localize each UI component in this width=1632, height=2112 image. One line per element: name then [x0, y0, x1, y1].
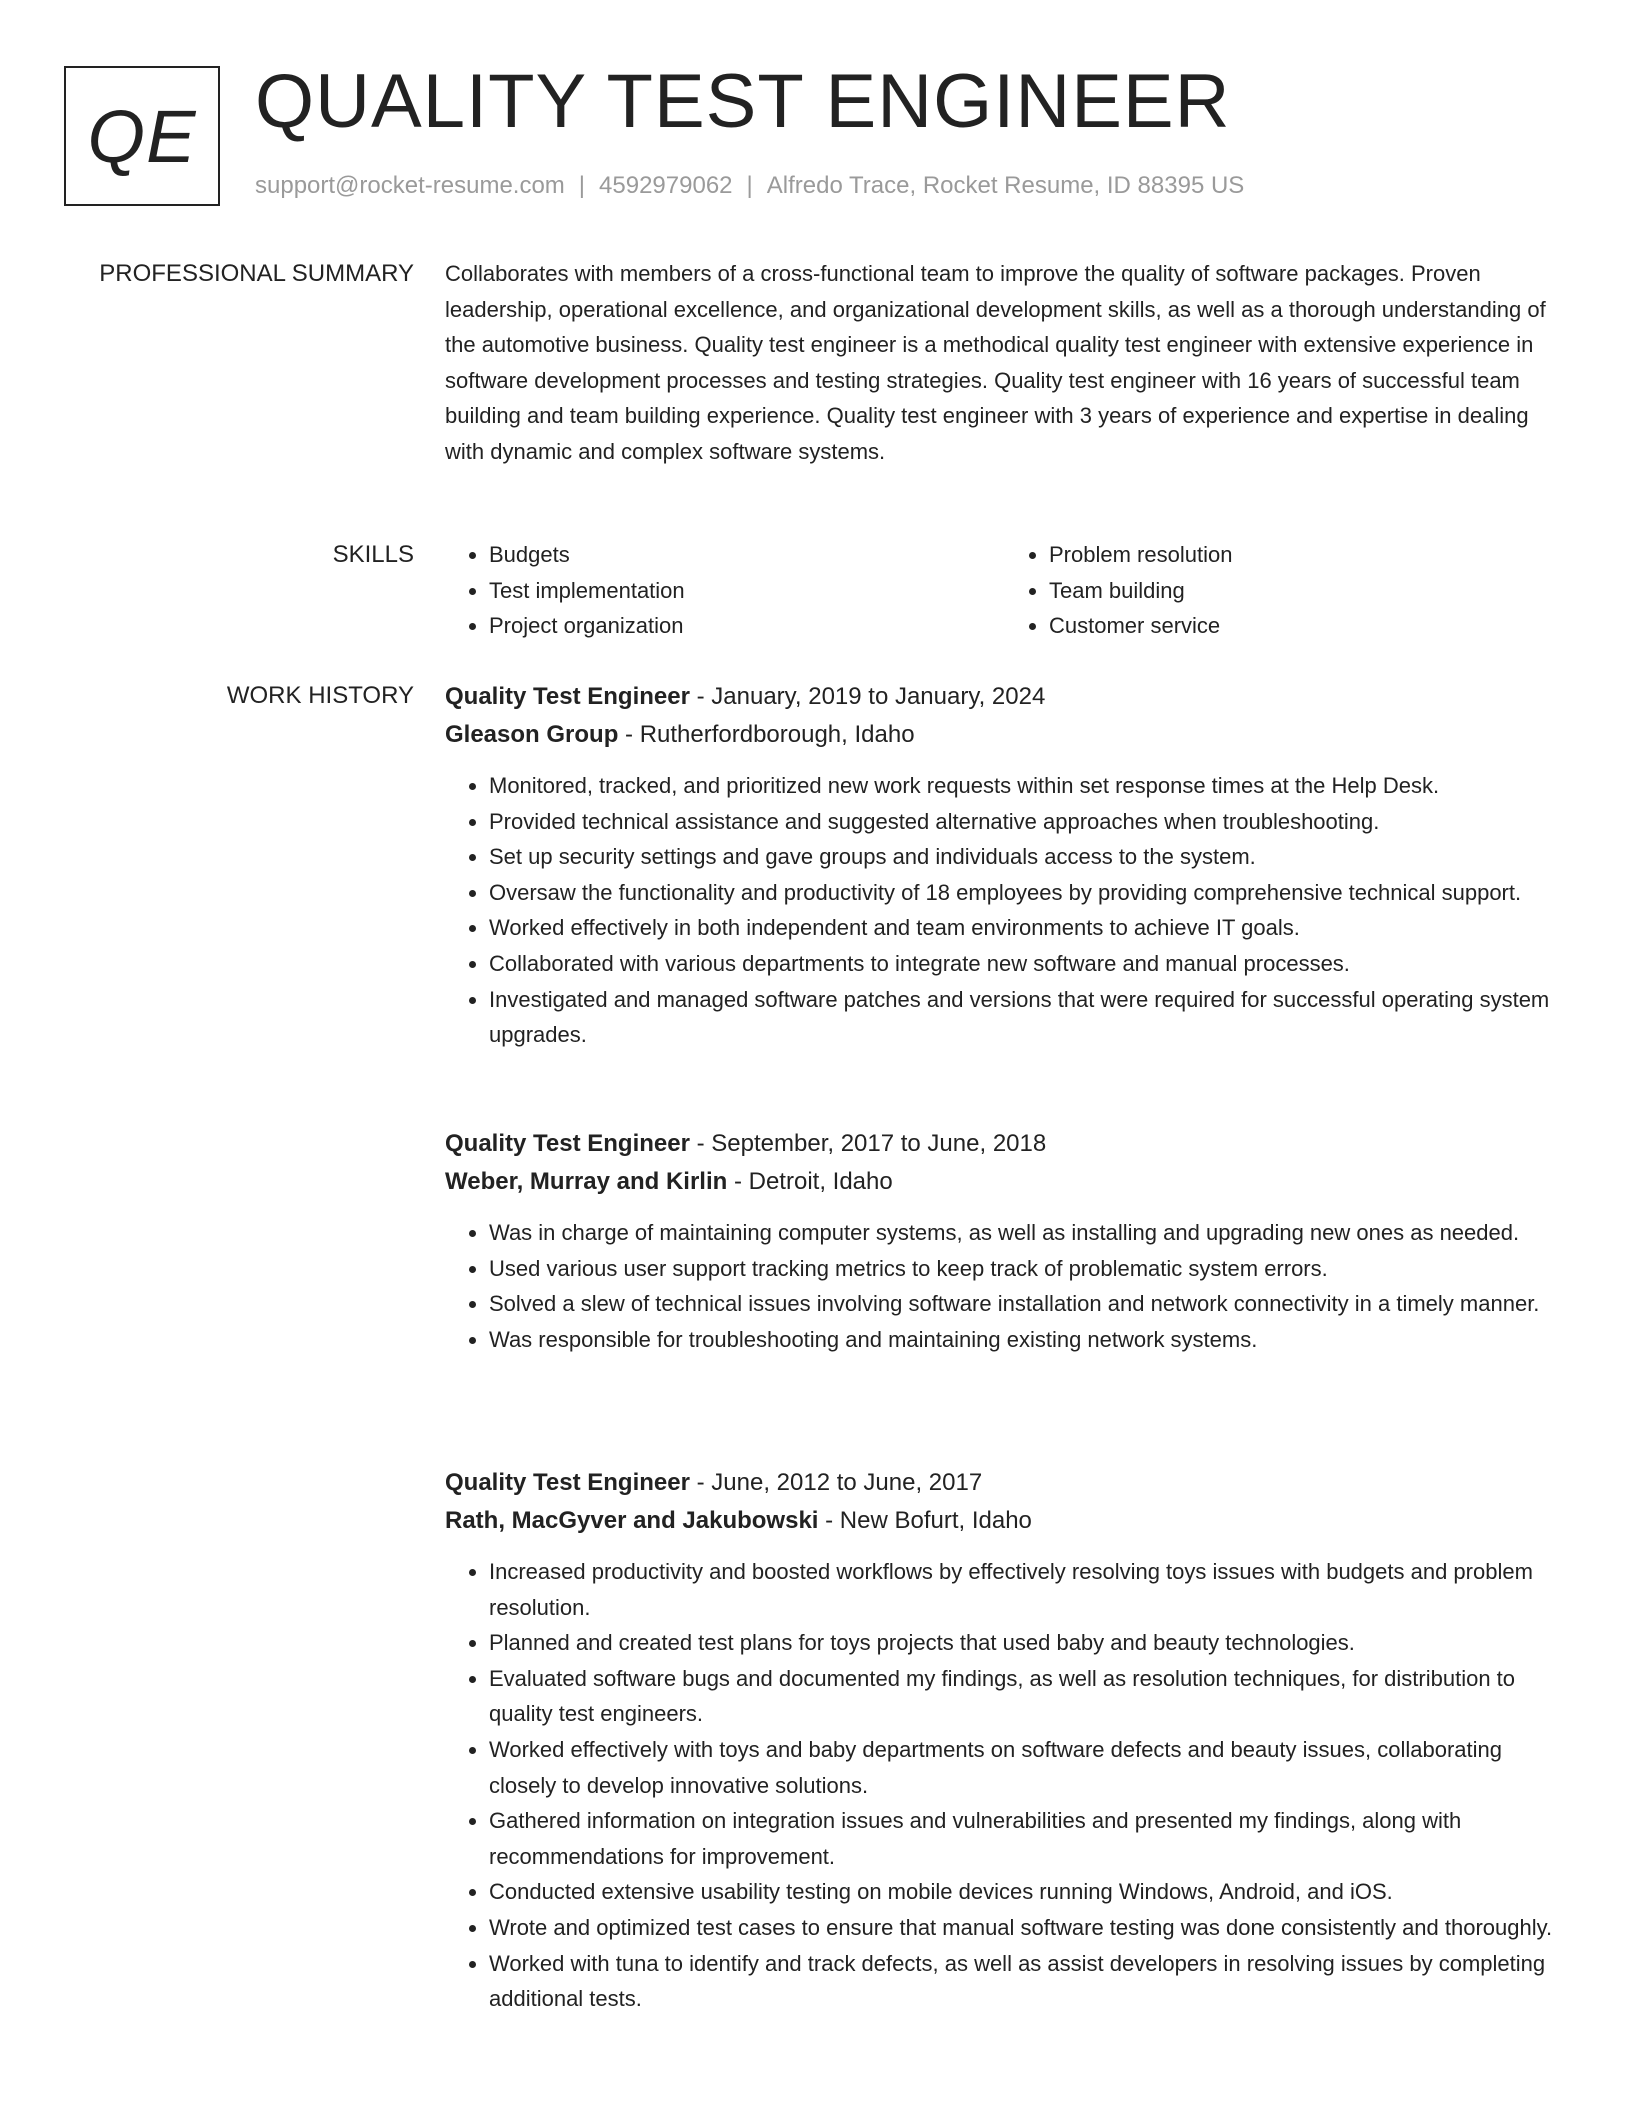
job-bullet: • Collaborated with various departments to integrate new software and manual processes.: [489, 946, 1565, 982]
job-bullet: • Was responsible for troubleshooting and maintaining existing network systems.: [489, 1322, 1565, 1358]
contact-separator: |: [746, 172, 753, 199]
job-company-line: [445, 1502, 1565, 1540]
job-dates: June, 2012 to June, 2017: [711, 1469, 983, 1496]
job-dates: September, 2017 to June, 2018: [711, 1130, 1047, 1157]
job-bullet: • Planned and created test plans for toys projects that used baby and beauty technologies.: [489, 1625, 1565, 1661]
job-bullet: • Oversaw the functionality and productivity of 18 employees by providing comprehensive technical support.: [489, 875, 1565, 911]
contact-phone[interactable]: 4592979062: [599, 172, 733, 199]
resume-name: QUALITY TEST ENGINEER: [255, 59, 1231, 144]
job-bullet: • Investigated and managed software patches and versions that were required for successful operating system upgrades.: [489, 982, 1565, 1053]
job-location: Detroit, Idaho: [748, 1168, 893, 1195]
contact-address: Alfredo Trace, Rocket Resume, ID 88395 US: [766, 172, 1245, 199]
skills-list-left: [445, 537, 1005, 644]
job-bullet: • Used various user support tracking metrics to keep track of problematic system errors.: [489, 1251, 1565, 1287]
job-bullet: • Conducted extensive usability testing on mobile devices running Windows, Android, and iOS.: [489, 1874, 1565, 1910]
dash-separator: -: [689, 1130, 712, 1157]
job-bullet: • Increased productivity and boosted workflows by effectively resolving toys issues with budgets and problem resolution.: [489, 1554, 1565, 1625]
job-title-line: [445, 1464, 1565, 1502]
job-title: Quality Test Engineer: [445, 1469, 690, 1496]
dash-separator: -: [689, 1469, 712, 1496]
job-bullet: • Worked effectively with toys and baby departments on software defects and beauty issues, collaborating closely to develop innovative solutions.: [489, 1732, 1565, 1803]
skill-item: • Test implementation: [489, 573, 1005, 609]
job-title-line: [445, 1125, 1565, 1163]
skill-item: • Team building: [1049, 573, 1565, 609]
job-title: Quality Test Engineer: [445, 1130, 690, 1157]
job-bullet: • Worked with tuna to identify and track defects, as well as assist developers in resolving issues by completing additional tests.: [489, 1946, 1565, 2017]
job-bullet: • Wrote and optimized test cases to ensure that manual software testing was done consistently and thoroughly.: [489, 1910, 1565, 1946]
job-company: Gleason Group: [445, 721, 619, 748]
job-location: New Bofurt, Idaho: [839, 1507, 1032, 1534]
job-company-line: [445, 1163, 1565, 1201]
initials-text: QE: [87, 94, 197, 178]
contact-line: [255, 172, 1244, 200]
job-bullet: • Set up security settings and gave groups and individuals access to the system.: [489, 839, 1565, 875]
job-bullet: • Was in charge of maintaining computer systems, as well as installing and upgrading new ones as needed.: [489, 1215, 1565, 1251]
skill-item: • Problem resolution: [1049, 537, 1565, 573]
job-company: Rath, MacGyver and Jakubowski: [445, 1507, 819, 1534]
section-label-summary: PROFESSIONAL SUMMARY: [99, 260, 414, 287]
job-bullet: • Evaluated software bugs and documented my findings, as well as resolution techniques, for distribution to quality test engineers.: [489, 1661, 1565, 1732]
job-dates: January, 2019 to January, 2024: [711, 683, 1046, 710]
section-label-work-history: WORK HISTORY: [226, 682, 414, 709]
skill-item: • Budgets: [489, 537, 1005, 573]
job-bullet: • Solved a slew of technical issues involving software installation and network connectivity in a timely manner.: [489, 1286, 1565, 1322]
dash-separator: -: [727, 1168, 749, 1195]
skills-body: [445, 537, 1565, 644]
job-location: Rutherfordborough, Idaho: [639, 721, 915, 748]
dash-separator: -: [818, 1507, 840, 1534]
skills-list-right: [1005, 537, 1565, 644]
job-bullet: • Monitored, tracked, and prioritized new work requests within set response times at the Help Desk.: [489, 768, 1565, 804]
job-company-line: [445, 716, 1565, 754]
job-bullet: • Gathered information on integration issues and vulnerabilities and presented my findings, along with recommendations for improvement.: [489, 1803, 1565, 1874]
job-bullet: • Provided technical assistance and suggested alternative approaches when troubleshooting.: [489, 804, 1565, 840]
job-company: Weber, Murray and Kirlin: [445, 1168, 728, 1195]
job-entry: [445, 678, 1565, 1053]
contact-separator: |: [578, 172, 586, 199]
job-entry: [445, 1125, 1565, 1357]
job-title-line: [445, 678, 1565, 716]
job-title: Quality Test Engineer: [445, 683, 690, 710]
section-label-skills: SKILLS: [332, 541, 414, 568]
job-bullet: • Worked effectively in both independent and team environments to achieve IT goals.: [489, 910, 1565, 946]
initials-monogram: [64, 66, 220, 206]
job-bullet-list: [445, 1554, 1565, 2017]
dash-separator: -: [689, 683, 712, 710]
job-entry: [445, 1464, 1565, 2017]
skill-item: • Project organization: [489, 608, 1005, 644]
summary-text: Collaborates with members of a cross-functional team to improve the quality of software packages. Proven leadership, operational excellence, and organizational development skills, as well as a thorough understanding of the automotive business. Quality test engineer is a methodical quality test engineer with extensive experience in software development processes and testing strategies. Quality test engineer with 16 years of successful team building and team building experience. Quality test engineer with 3 years of experience and expertise in dealing with dynamic and complex software systems.: [445, 261, 1546, 464]
job-bullet-list: [445, 768, 1565, 1053]
dash-separator: -: [618, 721, 640, 748]
contact-email[interactable]: support@rocket-resume.com: [255, 172, 565, 199]
skill-item: • Customer service: [1049, 608, 1565, 644]
summary-body: [445, 256, 1565, 470]
job-bullet-list: [445, 1215, 1565, 1357]
